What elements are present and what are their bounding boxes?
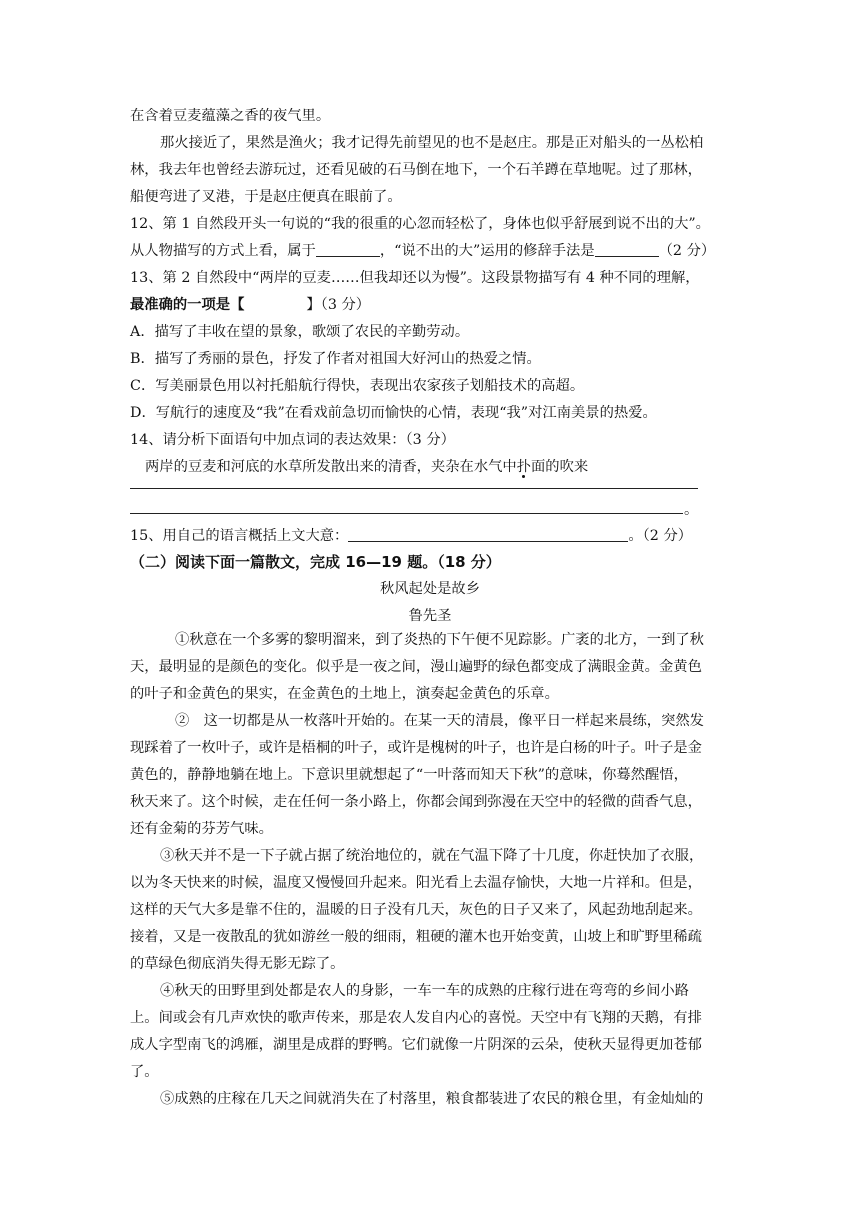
essay-line: ② 这一切都是从一枚落叶开始的。在某一天的清晨，像平日一样起来晨练，突然发 (175, 713, 704, 729)
section-heading: （二）阅读下面一篇散文，完成 16—19 题。（18 分） (130, 553, 501, 571)
question-13-line-1: 13、第 2 自然段中“两岸的豆麦……但我却还以为慢”。这段景物描写有 4 种不同的理解， (130, 270, 700, 286)
question-14-quote (145, 457, 745, 477)
essay-line: ④秋天的田野里到处都是农人的身影，一车一车的成熟的庄稼行进在弯弯的乡间小路 (160, 983, 689, 999)
essay-line: 的草绿色彻底消失得无影无踪了。 (130, 956, 345, 972)
passage-line: 林，我去年也曾经去游玩过，还看见破的石马倒在地下，一个石羊蹲在草地呢。过了那林， (130, 162, 702, 178)
essay-line: 以为冬天快来的时候，温度又慢慢回升起来。阳光看上去温存愉快，大地一片祥和。但是， (130, 875, 702, 891)
dotted-word: 扑 (516, 459, 532, 475)
essay-line: 上。间或会有几声欢快的歌声传来，那是农人发自内心的喜悦。天空中有飞翔的天鹅，有排 (130, 1010, 702, 1026)
answer-blank[interactable] (595, 242, 659, 257)
score-label: （2 分） (658, 243, 716, 259)
passage-line: 那火接近了，果然是渔火；我才记得先前望见的也不是赵庄。那是正对船头的一丛松柏 (160, 135, 704, 151)
score-label: 。（2 分） (628, 528, 693, 544)
essay-title: 秋风起处是故乡 (379, 581, 481, 597)
option-d: D．写航行的速度及“我”在看戏前急切而愉快的心情，表现“我”对江南美景的热爱。 (130, 405, 657, 421)
essay-line: 天，最明显的是颜色的变化。似乎是一夜之间，漫山遍野的绿色都变成了满眼金黄。金黄色 (130, 659, 702, 675)
essay-line: 黄色的，静静地躺在地上。下意识里就想起了“一叶落而知天下秋”的意味，你蓦然醒悟， (130, 767, 688, 783)
line-end-mark: 。 (684, 502, 699, 518)
essay-author: 鲁先圣 (408, 608, 452, 624)
essay-line: 成人字型南飞的鸿雁，湖里是成群的野鸭。它们就像一片阴深的云朵，使秋天显得更加苍郁 (130, 1037, 702, 1053)
essay-line: ③秋天并不是一下子就占据了统治地位的，就在气温下降了十几度，你赶快加了衣服， (160, 848, 704, 864)
essay-line: 还有金菊的芬芳气味。 (130, 821, 273, 837)
answer-line[interactable] (130, 488, 698, 489)
question-15 (130, 526, 730, 546)
essay-line: 现踩着了一枚叶子，或许是梧桐的叶子，或许是槐树的叶子，也许是白杨的叶子。叶子是金 (130, 740, 702, 756)
question-text: ，“说不出的大”运用的修辞手法是 (379, 243, 595, 259)
essay-line: ⑤成熟的庄稼在几天之间就消失在了村落里，粮食都装进了农民的粮仓里，有金灿灿的 (160, 1091, 704, 1107)
passage-line: 船便弯进了叉港，于是赵庄便真在眼前了。 (130, 189, 402, 205)
question-12-line-2 (130, 241, 730, 261)
question-12-line-1: 12、第 1 自然段开头一句说的“我的很重的心忽而轻松了，身体也似乎舒展到说不出的大”。 (130, 216, 710, 232)
option-a: A．描写了丰收在望的景象，歌颂了农民的辛勤劳动。 (130, 324, 470, 340)
answer-blank[interactable] (348, 527, 628, 542)
question-text: 最准确的一项是【 (130, 297, 245, 313)
question-text: 15、用自己的语言概括上文大意： (130, 528, 349, 544)
quote-text: 两岸的豆麦和河底的水草所发散出来的清香，夹杂在水气中 (145, 459, 517, 475)
question-text: 从人物描写的方式上看，属于 (130, 243, 316, 259)
essay-line: 秋天来了。这个时候，走在任何一条小路上，你都会闻到弥漫在天空中的轻微的茴香气息， (130, 794, 702, 810)
passage-line: 在含着豆麦蕴藻之香的夜气里。 (130, 108, 331, 124)
option-c: C．写美丽景色用以衬托船航行得快，表现出农家孩子划船技术的高超。 (130, 378, 585, 394)
essay-line: 了。 (130, 1064, 159, 1080)
essay-line: 这样的天气大多是靠不住的，温暖的日子没有几天，灰色的日子又来了，风起劲地刮起来。 (130, 902, 702, 918)
answer-line[interactable] (130, 513, 683, 514)
question-14: 14、请分析下面语句中加点词的表达效果：（3 分） (130, 432, 455, 448)
question-13-line-2 (130, 295, 730, 315)
answer-blank[interactable] (316, 242, 380, 257)
essay-line: 接着，又是一夜散乱的犹如游丝一般的细雨，粗硬的灌木也开始变黄，山坡上和旷野里稀疏 (130, 929, 702, 945)
quote-text: 面的吹来 (531, 459, 589, 475)
option-b: B．描写了秀丽的景色，抒发了作者对祖国大好河山的热爱之情。 (130, 351, 541, 367)
essay-line: ①秋意在一个多雾的黎明溜来，到了炎热的下午便不见踪影。广袤的北方，一到了秋 (175, 632, 704, 648)
score-label: 】（3 分） (306, 297, 371, 313)
essay-line: 的叶子和金黄色的果实，在金黄色的土地上，演奏起金黄色的乐章。 (130, 686, 559, 702)
